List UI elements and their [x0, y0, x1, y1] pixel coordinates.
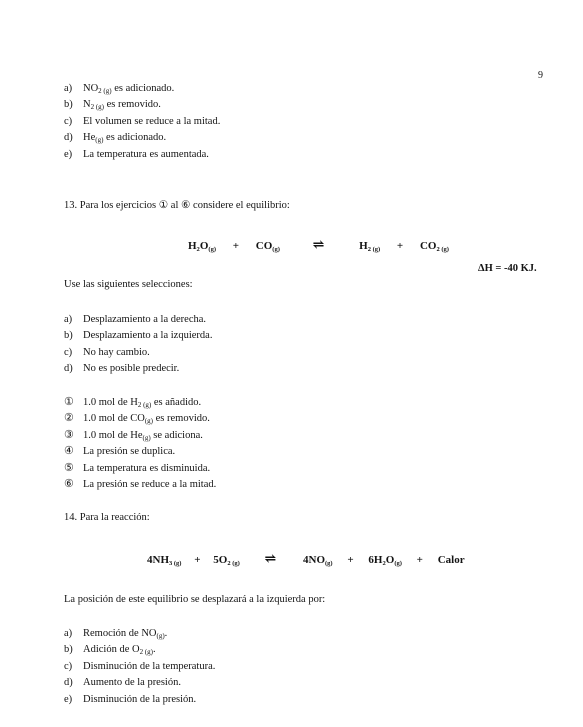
exercise-number: ③: [64, 428, 74, 441]
option-text: No hay cambio.: [83, 346, 150, 358]
plus-sign: +: [232, 240, 240, 252]
exercise-text: se adiciona.: [150, 429, 203, 441]
list-item: [64, 443, 216, 459]
option-label: d): [64, 132, 73, 144]
exercise-text: 1.0 mol de H: [83, 397, 138, 408]
product-h2: H2 (g): [359, 240, 381, 253]
option-label: c): [64, 660, 73, 672]
option-text: Desplazamiento a la izquierda.: [83, 330, 213, 342]
list-item: [64, 114, 220, 130]
subscript: (g): [95, 136, 104, 145]
option-text: El volumen se reduce a la mitad.: [83, 115, 221, 127]
product-no: 4NO(g): [303, 554, 333, 567]
reactant-o2: 5O2 (g): [213, 554, 240, 567]
list-item: [64, 81, 220, 97]
option-text: Disminución de la temperatura.: [83, 660, 216, 672]
plus-sign: +: [194, 554, 201, 566]
product-co2: CO2 (g): [419, 240, 449, 253]
list-item: [64, 427, 216, 443]
equation-14: [147, 551, 465, 568]
list-item: [64, 626, 215, 642]
exercise-text: 1.0 mol de He: [83, 429, 143, 441]
option-text: .: [153, 644, 156, 656]
option-text: No es posible predecir.: [83, 363, 180, 375]
question-14-statement: La posición de este equilibrio se desplazará a la izquierda por:: [64, 594, 326, 605]
list-item: [64, 692, 215, 708]
option-label: d): [64, 677, 73, 689]
option-label: c): [64, 115, 73, 127]
equilibrium-arrow: ⇌: [312, 238, 325, 253]
option-text: es adicionado.: [103, 132, 167, 144]
list-item: [64, 642, 215, 658]
option-label: a): [64, 628, 73, 639]
option-text: Disminución de la presión.: [83, 693, 197, 705]
option-text: NO: [83, 83, 99, 94]
list-item: [64, 130, 220, 146]
subscript: (g): [156, 632, 165, 640]
question-13-stem: 13. Para los ejercicios ① al ⑥ considere el equilibrio:: [64, 200, 290, 211]
option-label: c): [64, 346, 73, 358]
option-label: e): [64, 148, 73, 160]
exercise-number: ⑥: [64, 477, 74, 490]
reactant-h2o: H₂O(g): [188, 240, 217, 253]
subscript: (g): [142, 433, 151, 442]
exercise-number: ①: [64, 396, 74, 408]
equation-13: [188, 237, 449, 254]
option-label: a): [64, 83, 73, 94]
option-text: es removido.: [104, 99, 161, 111]
option-text: es adicionado.: [111, 83, 175, 94]
list-item: [64, 476, 216, 492]
product-h2o: 6H₂O(g): [368, 554, 402, 567]
exercise-text: es añadido.: [151, 397, 202, 408]
reactant-co: CO(g): [255, 240, 280, 253]
list-item: [64, 328, 212, 344]
list-item: [64, 361, 212, 377]
list-item: [64, 410, 216, 426]
subscript: (g): [144, 417, 154, 426]
equilibrium-arrow: ⇌: [264, 552, 277, 567]
option-label: a): [64, 314, 73, 325]
option-text: .: [164, 628, 168, 639]
option-text: He: [83, 132, 96, 144]
subscript: 2 (g): [137, 401, 152, 409]
exercise-text: La presión se reduce a la mitad.: [83, 478, 217, 490]
reactant-nh3: 4NH3 (g): [147, 554, 182, 567]
exercise-text: 1.0 mol de CO: [83, 413, 145, 425]
instruction: Use las siguientes selecciones:: [64, 279, 193, 290]
option-text: La temperatura es aumentada.: [83, 148, 209, 160]
list-item: [64, 460, 216, 476]
exercise-text: es removido.: [153, 413, 210, 425]
plus-sign: +: [347, 554, 354, 566]
option-text: Remoción de NO: [83, 628, 157, 639]
option-label: d): [64, 363, 73, 375]
list-item: [64, 147, 220, 163]
exercise-number: ⑤: [64, 461, 74, 474]
option-label: e): [64, 693, 73, 705]
exercise-text: La presión se duplica.: [83, 446, 176, 458]
option-text: Desplazamiento a la derecha.: [83, 314, 207, 325]
list-item: [64, 659, 215, 675]
list-item: [64, 675, 215, 691]
option-label: b): [64, 99, 73, 111]
option-text: Aumento de la presión.: [83, 677, 181, 689]
answer-list-previous: [64, 81, 220, 163]
option-label: b): [64, 644, 73, 656]
selection-options: [64, 312, 212, 378]
product-heat: Calor: [437, 554, 465, 566]
page-number: 9: [538, 70, 543, 81]
delta-h: ΔH = -40 KJ.: [478, 263, 537, 274]
option-text: N: [83, 99, 91, 111]
list-item: [64, 394, 216, 410]
exercise-number: ④: [64, 445, 74, 458]
subscript: 2 (g): [90, 103, 105, 112]
list-item: [64, 97, 220, 113]
exercise-text: La temperatura es disminuida.: [83, 462, 211, 474]
answer-list-14: [64, 626, 215, 708]
subscript: 2 (g): [139, 648, 153, 657]
list-item: [64, 312, 212, 328]
exercise-list: [64, 394, 216, 492]
plus-sign: +: [396, 240, 404, 252]
list-item: [64, 345, 212, 361]
option-label: b): [64, 330, 73, 342]
exercise-number: ②: [64, 412, 74, 425]
option-text: Adición de O: [83, 644, 140, 656]
plus-sign: +: [416, 554, 423, 566]
question-14-stem: 14. Para la reacción:: [64, 512, 150, 523]
subscript: 2 (g): [98, 87, 112, 95]
